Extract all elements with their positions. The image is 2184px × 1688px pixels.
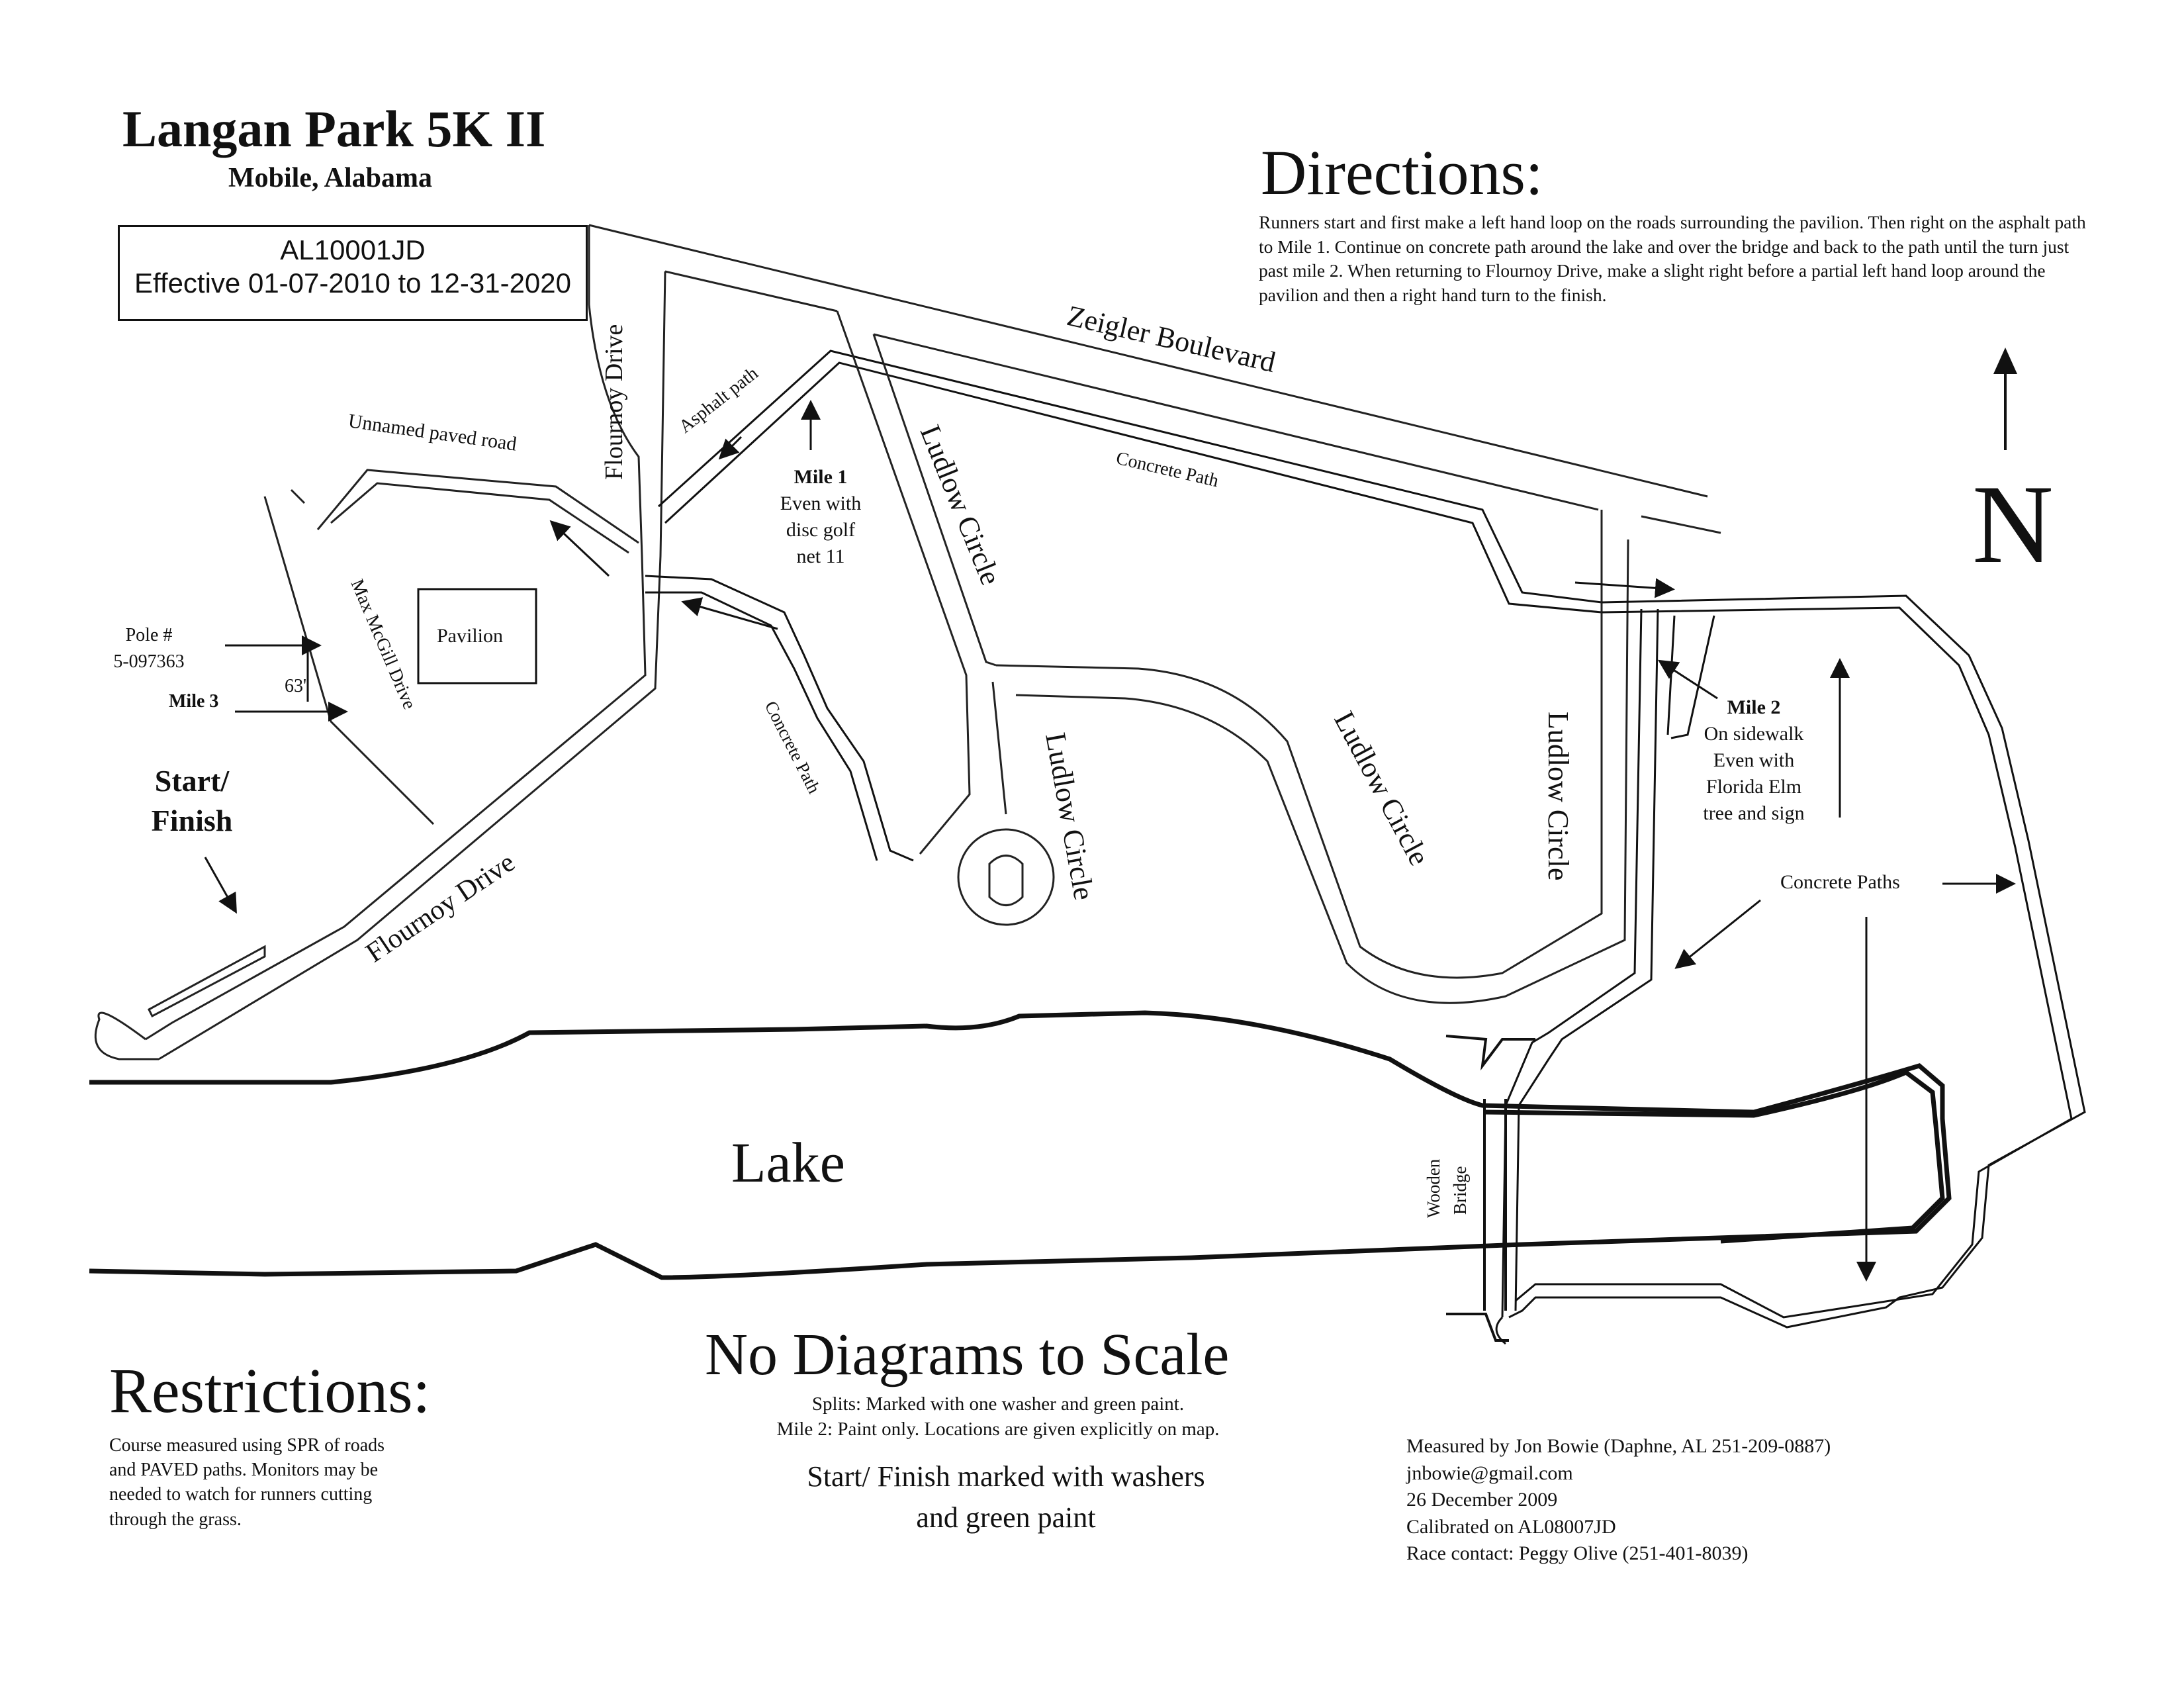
start-finish-label-2: Finish [151,804,233,837]
race-contact: Race contact: Peggy Olive (251-401-8039) [1406,1542,1749,1564]
course-id-box [118,225,588,321]
mile1-line-2: disc golf [786,519,856,541]
unnamed-road-and-max-mcgill-drive [265,470,639,824]
pole-label-1: Pole # [125,625,173,645]
measured-by: Measured by Jon Bowie (Daphne, AL 251-209-0887) [1406,1435,1831,1457]
offset-label: 63' [285,676,307,696]
restrictions-text: Course measured using SPR of roads and PAVED paths. Monitors may be needed to watch for runners cutting through the grass. [109,1435,385,1530]
lake-inner-shore [1484,1072,1942,1241]
north-label: N [1972,462,2054,586]
label-bridge: Bridge [1450,1166,1470,1215]
mile1-line-1: Even with [780,492,862,514]
restrictions-heading: Restrictions: [109,1355,431,1426]
mile2-line-1: On sidewalk [1704,723,1804,745]
measurer-email: jnbowie@gmail.com [1406,1462,1573,1484]
measurement-info [1406,1433,2002,1568]
page-subtitle: Mobile, Alabama [228,163,433,193]
start-finish-marked-note: Start/ Finish marked with washers and green paint [807,1460,1205,1534]
mile2-paint-line: Mile 2: Paint only. Locations are given explicitly on map. [776,1418,1220,1440]
label-max-mcgill-drive: Max McGill Drive [346,576,420,713]
directions-text: Runners start and first make a left hand loop on the roads surrounding the pavilion. Then right on the asphalt path to Mile 1. Continue on concrete path around the lake and over the bridge and back to the path until the turn just past mile 2. When returning to Flournoy Drive, make a slight right before a partial left hand loop around the pavilion and then a right hand turn to the finish. [1259,212,2086,305]
calibration: Calibrated on AL08007JD [1406,1515,1616,1538]
label-pavilion: Pavilion [437,625,504,647]
label-wooden: Wooden [1424,1158,1443,1218]
no-diagrams-note: No Diagrams to Scale [705,1322,1230,1387]
label-flournoy-drive-north: Flournoy Drive [600,324,628,480]
label-lake: Lake [731,1131,845,1194]
measurement-date: 26 December 2009 [1406,1489,1558,1511]
label-concrete-path-north: Concrete Path [1114,447,1221,492]
start-finish-label-1: Start/ [154,764,230,798]
mile2-line-2: Even with [1713,749,1795,771]
mile2-title: Mile 2 [1727,696,1781,718]
label-concrete-path-west: Concrete Path [760,698,825,797]
label-ludlow-circle-3: Ludlow Circle [1328,706,1436,871]
east-concrete-paths [1496,596,2085,1344]
page-title: Langan Park 5K II [122,100,546,158]
label-ludlow-circle-4: Ludlow Circle [1542,712,1574,881]
directions-heading: Directions: [1261,137,1543,208]
label-flournoy-drive-south: Flournoy Drive [360,847,521,969]
mile2-line-4: tree and sign [1703,802,1805,824]
mile1-line-3: net 11 [796,545,845,567]
ludlow-circle-road [837,311,1628,1003]
label-ludlow-circle-1: Ludlow Circle [913,420,1007,590]
lake-shoreline [89,1013,1949,1278]
splits-line: Splits: Marked with one washer and green paint. [811,1393,1185,1415]
mile3-label: Mile 3 [169,691,219,712]
mile1-title: Mile 1 [794,466,848,488]
label-ludlow-circle-2: Ludlow Circle [1039,730,1101,903]
label-unnamed-paved-road: Unnamed paved road [347,410,518,455]
pole-label-2: 5-097363 [113,651,185,672]
effective-dates: Effective 01-07-2010 to 12-31-2020 [134,267,572,299]
mile2-line-3: Florida Elm [1706,776,1802,798]
north-arrow [1993,348,2017,450]
label-concrete-paths: Concrete Paths [1780,871,1900,893]
label-asphalt-path: Asphalt path [675,363,762,438]
course-id: AL10001JD [280,234,426,265]
splits-notes [707,1392,1289,1442]
label-zeigler-boulevard: Zeigler Boulevard [1064,299,1279,379]
